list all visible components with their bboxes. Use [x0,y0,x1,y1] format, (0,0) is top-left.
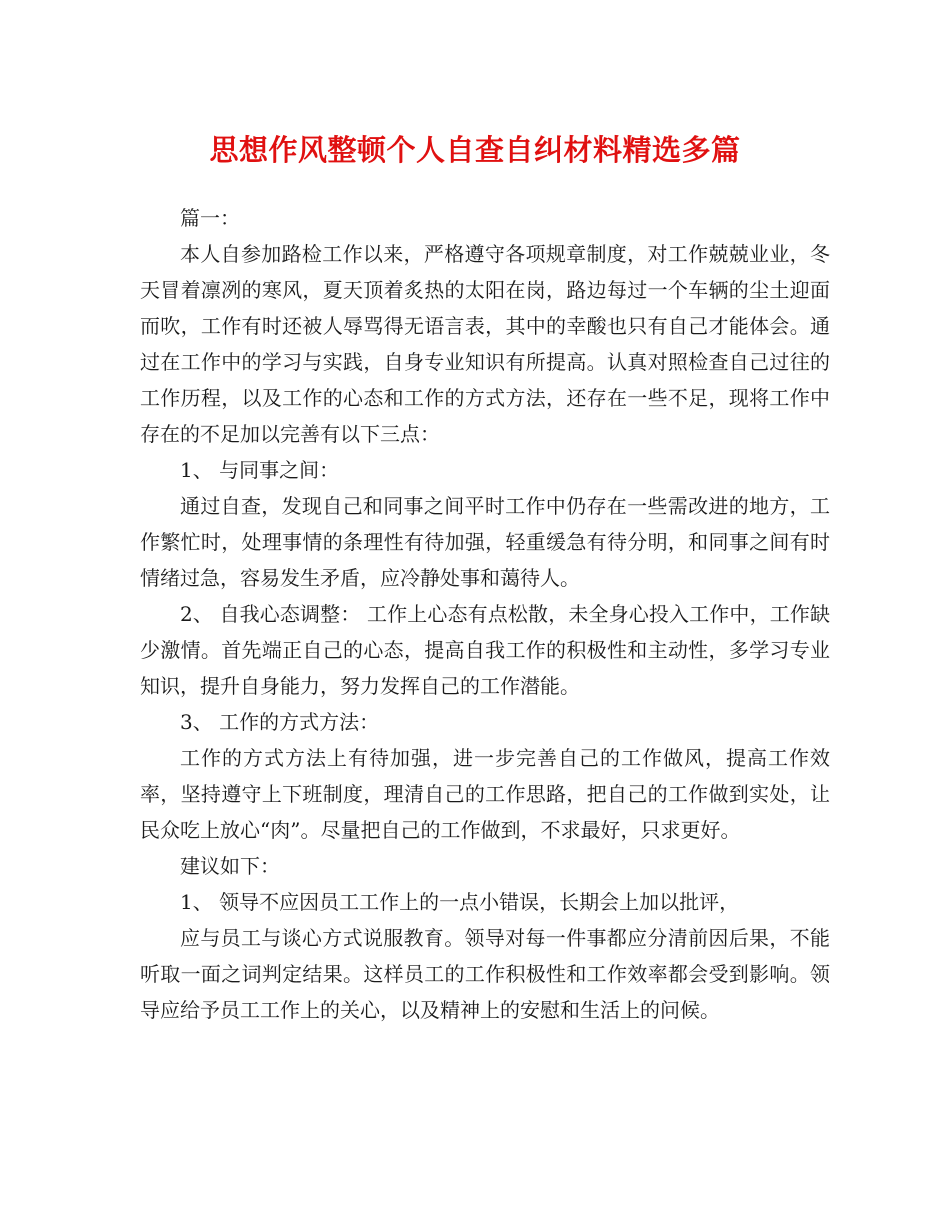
document-body [140,200,830,1028]
list-item-heading-colleagues: 1、 与同事之间： [180,458,340,482]
list-item-heading-methods: 3、 工作的方式方法： [180,710,380,734]
paragraph-colleagues: 通过自查，发现自己和同事之间平时工作中仍存在一些需改进的地方，工作繁忙时，处理事情的条理性有待加强，轻重缓急有待分明，和同事之间有时情绪过急，容易发生矛盾，应冷静处事和蔼待人。 [140,494,830,590]
section-heading-part-one: 篇一： [180,206,240,230]
section-heading-suggestions: 建议如下： [180,854,280,878]
document-title: 思想作风整顿个人自查自纠材料精选多篇 [209,133,741,167]
paragraph-suggestion-detail: 应与员工与谈心方式说服教育。领导对每一件事都应分清前因后果，不能听取一面之词判定结果。这样员工的工作积极性和工作效率都会受到影响。领导应给予员工工作上的关心，以及精神上的安慰和生活上的问候。 [140,926,830,1022]
paragraph-mindset: 2、 自我心态调整： 工作上心态有点松散，未全身心投入工作中，工作缺少激情。首先端正自己的心态，提高自我工作的积极性和主动性，多学习专业知识，提升自身能力，努力发挥自己的工作潜能。 [140,602,830,698]
list-item-suggestion-one: 1、 领导不应因员工工作上的一点小错误，长期会上加以批评， [180,890,740,914]
paragraph-intro: 本人自参加路检工作以来，严格遵守各项规章制度，对工作兢兢业业，冬天冒着凛冽的寒风，夏天顶着炙热的太阳在岗，路边每过一个车辆的尘土迎面而吹，工作有时还被人辱骂得无语言表，其中的幸酸也只有自己才能体会。通过在工作中的学习与实践，自身专业知识有所提高。认真对照检查自己过往的工作历程，以及工作的心态和工作的方式方法，还存在一些不足，现将工作中存在的不足加以完善有以下三点： [140,242,830,446]
paragraph-methods: 工作的方式方法上有待加强，进一步完善自己的工作做风，提高工作效率，坚持遵守上下班制度，理清自己的工作思路，把自己的工作做到实处，让民众吃上放心“肉”。尽量把自己的工作做到，不求最好，只求更好。 [140,746,830,842]
